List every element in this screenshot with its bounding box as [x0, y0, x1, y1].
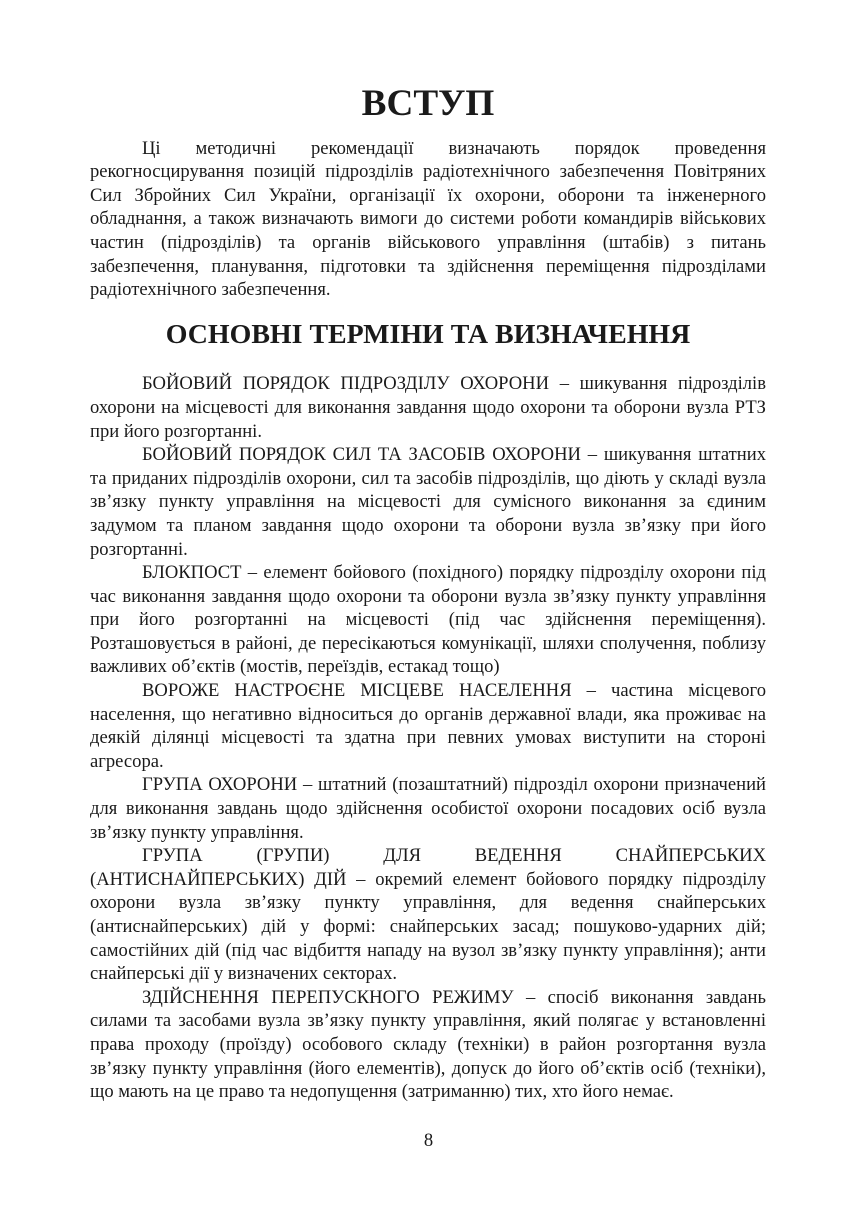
term-definition-combat-order-forces: БОЙОВИЙ ПОРЯДОК СИЛ ТА ЗАСОБІВ ОХОРОНИ – шикування штатних та приданих підрозділів охорони, сил та засобів підрозділів, що діють у складі вузла зв’язку пункту управління на місцевості для сумісного виконання за єдиним задумом та планом завдання щодо охорони та оборони вузла зв’язку при його розгортанні. [90, 444, 766, 560]
intro-paragraph: Ці методичні рекомендації визначають порядок проведення рекогносцирування позицій підрозділів радіотехнічного забезпечення Повітряних Сил Збройних Сил України, організації їх охорони, оборони та інженерного обладнання, а також визначають вимоги до системи роботи командирів військових частин (підрозділів) та органів військового управління (штабів) з питань забезпечення, планування, підготовки та здійснення переміщення підрозділами радіотехнічного забезпечення. [90, 137, 766, 301]
term-definition-combat-order-guard-unit: БОЙОВИЙ ПОРЯДОК ПІДРОЗДІЛУ ОХОРОНИ – шикування підрозділів охорони на місцевості для виконання завдання щодо охорони та оборони вузла РТЗ при його розгортанні. [90, 373, 766, 442]
term-definition-access-control: ЗДІЙСНЕННЯ ПЕРЕПУСКНОГО РЕЖИМУ – спосіб виконання завдань силами та засобами вузла зв’язку пункту управління, який полягає у встановленні права проходу (проїзду) особового складу (техніки) в район розгортання вузла зв’язку пункту управління (його елементів), допуск до його об’єктів осіб (техніки), що мають на це право та недопущення (затриманню) тих, хто його немає. [90, 986, 766, 1103]
page-number: 8 [423, 1130, 434, 1151]
term-definition-sniper-group: ГРУПА (ГРУПИ) ДЛЯ ВЕДЕННЯ СНАЙПЕРСЬКИХ (АНТИСНАЙПЕРСЬКИХ) ДІЙ – окремий елемент бойового порядку підрозділу охорони вузла зв’язку пункту управління, для ведення снайперських (антиснайперських) дій у формі: снайперських засад; пошуково-ударних дій; самостійних дій (під час відбиття нападу на вузол зв’язку пункту управління); анти снайперські дії у визначених секторах. [90, 845, 766, 985]
term-definition-guard-group: ГРУПА ОХОРОНИ – штатний (позаштатний) підрозділ охорони призначений для виконання завдань щодо здійснення особистої охорони посадових осіб вузла зв’язку пункту управління. [90, 774, 766, 843]
document-page [90, 83, 766, 1104]
term-definition-checkpoint: БЛОКПОСТ – елемент бойового (похідного) порядку підрозділу охорони під час виконання завдання щодо охорони та оборони вузла зв’язку пункту управління при його розгортанні на місцевості (під час здійснення переміщення). Розташовується в районі, де пересікаються комунікації, шляхи сполучення, поблизу важливих об’єктів (мостів, переїздів, естакад тощо) [90, 562, 766, 678]
terms-heading: ОСНОВНІ ТЕРМІНИ ТА ВИЗНАЧЕННЯ [165, 318, 691, 350]
intro-heading: ВСТУП [361, 83, 495, 124]
term-definition-hostile-population: ВОРОЖЕ НАСТРОЄНЕ МІСЦЕВЕ НАСЕЛЕННЯ – частина місцевого населення, що негативно відноситься до органів державної влади, яка проживає на деякій ділянці місцевості та здатна при певних умовах виступити на стороні агресора. [90, 680, 766, 772]
